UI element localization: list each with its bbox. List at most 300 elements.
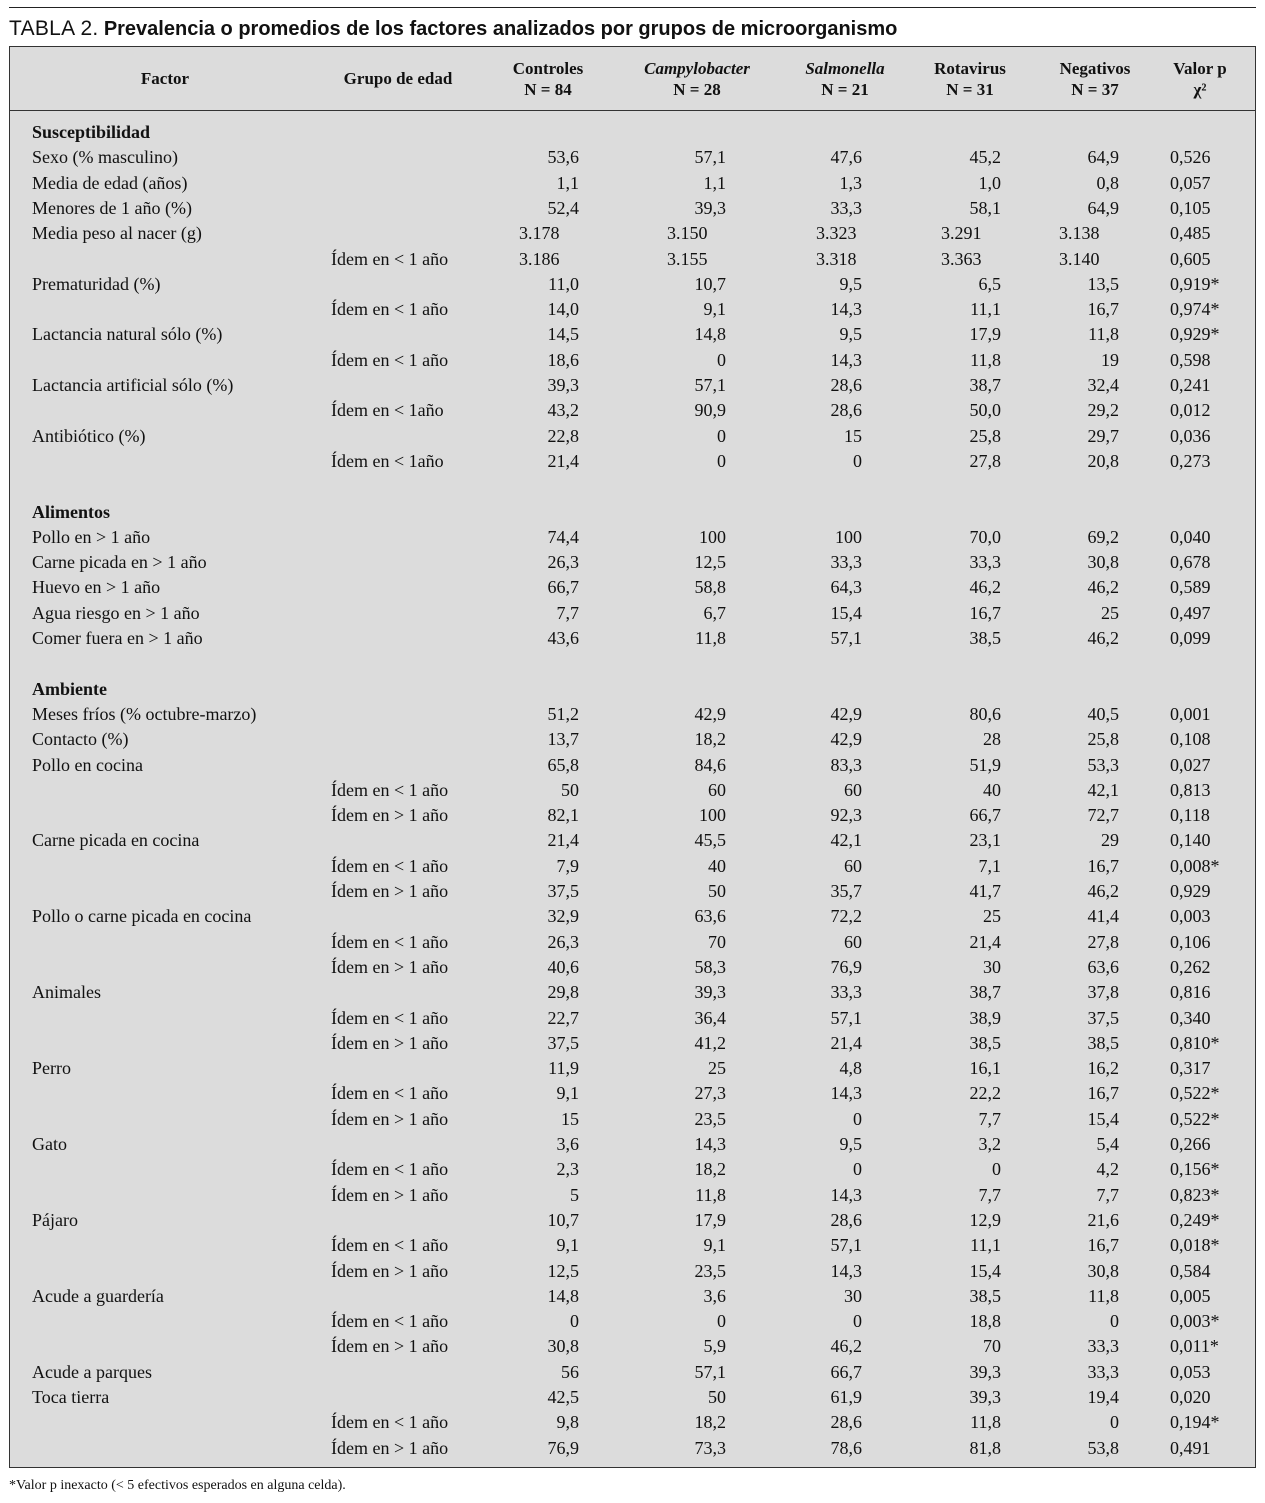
cell-rotavirus: 22,2 [969,1083,1001,1104]
cell-salmonella: 3.323 [816,223,857,244]
cell-campylobacter: 73,3 [694,1437,726,1458]
section-heading [10,500,1255,525]
table-row [10,1006,1255,1031]
cell-negativos: 64,9 [1087,147,1119,168]
cell-valor-p: 0,823* [1170,1184,1220,1205]
table-row [10,1309,1255,1334]
table-row [10,1208,1255,1233]
table-row [10,525,1255,550]
cell-rotavirus: 80,6 [969,703,1001,724]
cell-valor-p: 0,099 [1170,628,1211,648]
cell-rotavirus: 3.291 [941,223,982,244]
cell-valor-p: 0,012 [1170,400,1211,421]
cell-grupo-edad: Ídem en < 1 año [331,1311,449,1332]
cell-grupo-edad: Ídem en < 1año [331,400,444,421]
table-row [10,930,1255,955]
cell-rotavirus: 25,8 [969,425,1001,446]
cell-salmonella: 57,1 [830,1007,862,1028]
cell-controles: 43,2 [547,400,579,421]
cell-negativos: 37,8 [1087,982,1119,1003]
cell-controles: 15 [561,1108,579,1129]
cell-rotavirus: 41,7 [969,881,1001,901]
cell-grupo-edad: Ídem en > 1 año [331,805,449,826]
cell-factor: Agua riesgo en > 1 año [32,602,200,623]
cell-rotavirus: 30 [983,956,1001,977]
cell-factor: Carne picada en > 1 año [32,552,207,573]
cell-rotavirus: 12,9 [969,1209,1001,1230]
cell-salmonella: 46,2 [830,1336,862,1357]
cell-controles: 32,9 [547,906,579,927]
cell-valor-p: 0,317 [1170,1058,1211,1079]
cell-rotavirus: 45,2 [969,147,1001,168]
cell-negativos: 41,4 [1087,906,1119,927]
header-controles: Controles N = 84 [512,58,584,99]
cell-salmonella: 28,6 [830,1412,862,1433]
cell-factor: Toca tierra [32,1387,110,1407]
cell-negativos: 21,6 [1087,1209,1119,1230]
table-row [10,778,1255,803]
cell-negativos: 4,2 [1096,1159,1119,1180]
cell-negativos: 63,6 [1087,956,1119,977]
cell-grupo-edad: Ídem en > 1 año [331,956,449,977]
cell-salmonella: 28,6 [830,400,862,421]
top-rule [9,7,1256,8]
cell-valor-p: 0,011* [1170,1336,1219,1357]
cell-negativos: 11,8 [1088,1285,1119,1306]
cell-campylobacter: 100 [699,805,726,826]
cell-valor-p: 0,106 [1170,931,1211,952]
cell-valor-p: 0,340 [1170,1007,1211,1028]
cell-factor: Animales [32,982,101,1003]
cell-factor: Meses fríos (% octubre-marzo) [32,703,257,724]
cell-negativos: 42,1 [1087,779,1119,800]
cell-rotavirus: 11,1 [970,1235,1001,1256]
table-row [10,1436,1255,1461]
table-row [10,1360,1255,1385]
header-negativos: Negativos N = 37 [1059,58,1131,99]
cell-negativos: 64,9 [1087,197,1119,218]
cell-valor-p: 0,266 [1170,1134,1211,1154]
table-row [10,1233,1255,1258]
cell-grupo-edad: Ídem en > 1 año [331,1184,449,1205]
cell-valor-p: 0,810* [1170,1032,1220,1053]
header-factor: Factor [140,69,190,88]
cell-campylobacter: 11,8 [695,1184,726,1205]
cell-valor-p: 0,001 [1170,703,1211,724]
cell-campylobacter: 18,2 [694,729,726,750]
cell-campylobacter: 50 [708,1387,726,1407]
cell-controles: 9,8 [556,1412,579,1433]
header-salmonella: Salmonella N = 21 [805,58,885,99]
section-heading [10,120,1255,145]
cell-valor-p: 0,005 [1170,1285,1211,1306]
cell-grupo-edad: Ídem en > 1 año [331,1108,449,1129]
cell-grupo-edad: Ídem en < 1 año [331,299,449,320]
cell-campylobacter: 17,9 [694,1209,726,1230]
cell-rotavirus: 11,1 [970,299,1001,320]
cell-negativos: 33,3 [1087,1361,1119,1382]
cell-negativos: 40,5 [1087,703,1119,724]
cell-negativos: 69,2 [1087,526,1119,547]
cell-valor-p: 0,105 [1170,197,1211,218]
cell-grupo-edad: Ídem en < 1 año [331,855,449,876]
cell-rotavirus: 38,5 [969,1032,1001,1053]
table-row [10,626,1255,651]
cell-campylobacter: 36,4 [694,1007,726,1028]
cell-rotavirus: 46,2 [969,577,1001,598]
cell-salmonella: 57,1 [830,628,862,648]
cell-campylobacter: 57,1 [694,1361,726,1382]
cell-rotavirus: 1,0 [978,172,1001,193]
cell-factor: Gato [32,1134,67,1154]
cell-salmonella: 9,5 [839,1134,862,1154]
cell-valor-p: 0,008* [1170,855,1220,876]
header-campylobacter: Campylobacter N = 28 [644,58,750,99]
cell-campylobacter: 41,2 [694,1032,726,1053]
cell-campylobacter: 39,3 [694,197,726,218]
cell-negativos: 29,2 [1087,400,1119,421]
table-row [10,1107,1255,1132]
cell-rotavirus: 7,1 [978,855,1001,876]
cell-negativos: 0 [1110,1412,1119,1433]
cell-campylobacter: 58,8 [694,577,726,598]
cell-grupo-edad: Ídem en < 1 año [331,349,449,370]
cell-valor-p: 0,053 [1170,1361,1211,1382]
data-table [9,46,1256,1468]
cell-rotavirus: 38,9 [969,1007,1001,1028]
cell-campylobacter: 60 [708,779,726,800]
cell-controles: 37,5 [547,881,579,901]
cell-factor: Pollo o carne picada en cocina [32,906,252,927]
cell-valor-p: 0,156* [1170,1159,1220,1180]
cell-valor-p: 0,584 [1170,1260,1211,1281]
cell-negativos: 29 [1101,830,1119,851]
table-row [10,247,1255,272]
cell-controles: 42,5 [547,1387,579,1407]
header-rotavirus: Rotavirus N = 31 [934,58,1006,99]
cell-valor-p: 0,974* [1170,299,1220,320]
cell-controles: 3.186 [519,248,560,269]
cell-factor: Lactancia artificial sólo (%) [32,375,234,395]
cell-negativos: 11,8 [1088,324,1119,345]
section-heading [10,677,1255,702]
cell-valor-p: 0,589 [1170,577,1211,598]
cell-campylobacter: 39,3 [694,982,726,1003]
cell-campylobacter: 90,9 [694,400,726,421]
cell-negativos: 37,5 [1087,1007,1119,1028]
cell-controles: 0 [570,1311,579,1332]
table-row [10,1056,1255,1081]
cell-rotavirus: 18,8 [969,1311,1001,1332]
cell-negativos: 53,3 [1087,754,1119,775]
cell-rotavirus: 39,3 [969,1387,1001,1407]
cell-salmonella: 21,4 [830,1032,862,1053]
cell-negativos: 7,7 [1096,1184,1119,1205]
cell-valor-p: 0,485 [1170,223,1211,244]
cell-rotavirus: 38,7 [969,982,1001,1003]
table-row [10,1081,1255,1106]
cell-valor-p: 0,057 [1170,172,1211,193]
cell-campylobacter: 57,1 [694,375,726,395]
table-row [10,1132,1255,1157]
table-row [10,221,1255,246]
table-footnote: *Valor p inexacto (< 5 efectivos esperados en alguna celda). [9,1478,346,1493]
cell-negativos: 38,5 [1087,1032,1119,1053]
cell-valor-p: 0,003 [1170,906,1211,927]
cell-valor-p: 0,249* [1170,1209,1220,1230]
cell-negativos: 3.140 [1059,248,1100,269]
table-row [10,1284,1255,1309]
cell-rotavirus: 70,0 [969,526,1001,547]
cell-valor-p: 0,027 [1170,754,1211,775]
cell-salmonella: 0 [853,1311,862,1332]
cell-valor-p: 0,522* [1170,1108,1220,1129]
cell-controles: 37,5 [547,1032,579,1053]
cell-salmonella: 0 [853,1159,862,1180]
cell-negativos: 5,4 [1096,1134,1119,1154]
table-row [10,904,1255,929]
cell-negativos: 16,7 [1087,299,1119,320]
cell-rotavirus: 15,4 [969,1260,1001,1281]
cell-salmonella: 1,3 [839,172,862,193]
cell-controles: 51,2 [547,703,579,724]
table-row [10,879,1255,904]
cell-salmonella: 57,1 [830,1235,862,1256]
cell-rotavirus: 11,8 [970,349,1001,370]
cell-factor: Pájaro [32,1209,78,1230]
cell-rotavirus: 16,7 [969,602,1001,623]
cell-campylobacter: 25 [708,1058,726,1079]
table-row [10,398,1255,423]
cell-salmonella: 60 [844,931,862,952]
cell-rotavirus: 16,1 [969,1058,1001,1079]
cell-rotavirus: 38,5 [969,628,1001,648]
cell-factor: Sexo (% masculino) [32,147,178,168]
cell-factor: Perro [32,1058,71,1079]
table-row [10,272,1255,297]
cell-valor-p: 0,194* [1170,1412,1220,1433]
table-caption [9,13,897,43]
cell-valor-p: 0,118 [1170,805,1210,826]
table-row [10,727,1255,752]
cell-valor-p: 0,598 [1170,349,1211,370]
cell-salmonella: 76,9 [830,956,862,977]
cell-factor: Acude a guardería [32,1285,164,1306]
cell-rotavirus: 11,8 [970,1412,1001,1433]
cell-campylobacter: 45,5 [694,830,726,851]
cell-rotavirus: 7,7 [978,1184,1001,1205]
cell-campylobacter: 6,7 [703,602,726,623]
cell-negativos: 3.138 [1059,223,1100,244]
cell-grupo-edad: Ídem en < 1 año [331,931,449,952]
cell-negativos: 0 [1110,1311,1119,1332]
cell-negativos: 33,3 [1087,1336,1119,1357]
cell-rotavirus: 58,1 [969,197,1001,218]
cell-salmonella: 83,3 [830,754,862,775]
cell-grupo-edad: Ídem en < 1 año [331,1159,449,1180]
cell-controles: 22,8 [547,425,579,446]
cell-controles: 43,6 [547,628,579,648]
table-row [10,373,1255,398]
cell-rotavirus: 23,1 [969,830,1001,851]
cell-controles: 2,3 [556,1159,579,1180]
cell-controles: 22,7 [547,1007,579,1028]
cell-negativos: 0,8 [1096,172,1119,193]
cell-negativos: 19 [1101,349,1119,370]
cell-salmonella: 47,6 [830,147,862,168]
cell-salmonella: 0 [853,1108,862,1129]
cell-rotavirus: 38,7 [969,375,1001,395]
cell-controles: 11,0 [548,273,579,294]
table-title: Prevalencia o promedios de los factores analizados por grupos de microorganismo [103,18,898,40]
cell-negativos: 15,4 [1087,1108,1119,1129]
table-row [10,803,1255,828]
cell-controles: 3.178 [519,223,560,244]
cell-factor: Pollo en > 1 año [32,526,151,547]
cell-valor-p: 0,262 [1170,956,1211,977]
cell-campylobacter: 5,9 [703,1336,726,1357]
cell-salmonella: 33,3 [830,982,862,1003]
table-row [10,1385,1255,1410]
cell-negativos: 30,8 [1087,552,1119,573]
cell-rotavirus: 3,2 [978,1134,1001,1154]
cell-campylobacter: 18,2 [694,1159,726,1180]
cell-rotavirus: 7,7 [978,1108,1001,1129]
cell-grupo-edad: Ídem en < 1 año [331,1083,449,1104]
cell-grupo-edad: Ídem en > 1 año [331,1032,449,1053]
cell-controles: 76,9 [547,1437,579,1458]
cell-controles: 21,4 [547,450,579,471]
cell-salmonella: 64,3 [830,577,862,598]
cell-campylobacter: 57,1 [694,147,726,168]
spacer-row [10,651,1255,676]
cell-factor: Lactancia natural sólo (%) [32,324,223,345]
cell-campylobacter: 42,9 [694,703,726,724]
table-header [10,47,1255,111]
cell-controles: 56 [561,1361,579,1382]
cell-negativos: 16,2 [1087,1058,1119,1079]
cell-negativos: 13,5 [1087,273,1119,294]
table-row [10,1183,1255,1208]
cell-valor-p: 0,929* [1170,324,1220,345]
cell-rotavirus: 39,3 [969,1361,1001,1382]
spacer-row [10,474,1255,499]
cell-salmonella: 28,6 [830,375,862,395]
cell-rotavirus: 81,8 [969,1437,1001,1458]
cell-controles: 14,5 [547,324,579,345]
cell-valor-p: 0,491 [1170,1437,1211,1458]
cell-factor: Media peso al nacer (g) [32,223,202,244]
cell-rotavirus: 70 [983,1336,1001,1357]
cell-salmonella: 15 [844,425,862,446]
cell-negativos: 30,8 [1087,1260,1119,1281]
cell-controles: 74,4 [547,526,579,547]
cell-negativos: 29,7 [1087,425,1119,446]
cell-controles: 14,8 [547,1285,579,1306]
cell-campylobacter: 27,3 [694,1083,726,1104]
cell-campylobacter: 3,6 [703,1285,726,1306]
cell-rotavirus: 6,5 [978,273,1001,294]
table-row [10,424,1255,449]
cell-factor: Pollo en cocina [32,754,143,775]
cell-negativos: 25 [1101,602,1119,623]
cell-salmonella: 60 [844,779,862,800]
cell-campylobacter: 84,6 [694,754,726,775]
cell-controles: 82,1 [547,805,579,826]
cell-campylobacter: 40 [708,855,726,876]
cell-rotavirus: 0 [992,1159,1001,1180]
cell-grupo-edad: Ídem en < 1 año [331,1412,449,1433]
cell-salmonella: 72,2 [830,906,862,927]
table-row [10,955,1255,980]
table-row [10,1259,1255,1284]
cell-factor: Comer fuera en > 1 año [32,628,203,648]
cell-salmonella: 14,3 [830,349,862,370]
cell-factor: Acude a parques [32,1361,152,1382]
table-row [10,449,1255,474]
cell-negativos: 53,8 [1087,1437,1119,1458]
cell-valor-p: 0,497 [1170,602,1211,623]
table-row [10,1157,1255,1182]
cell-grupo-edad: Ídem en < 1 año [331,248,449,269]
cell-campylobacter: 1,1 [703,172,726,193]
cell-salmonella: 9,5 [839,324,862,345]
cell-campylobacter: 14,3 [694,1134,726,1154]
cell-campylobacter: 9,1 [703,299,726,320]
cell-campylobacter: 14,8 [694,324,726,345]
header-grupo-edad: Grupo de edad [343,69,453,88]
cell-salmonella: 3.318 [816,248,857,269]
cell-negativos: 27,8 [1087,931,1119,952]
cell-salmonella: 78,6 [830,1437,862,1458]
cell-campylobacter: 0 [717,1311,726,1332]
cell-valor-p: 0,522* [1170,1083,1220,1104]
cell-controles: 13,7 [547,729,579,750]
table-row [10,171,1255,196]
cell-negativos: 19,4 [1087,1387,1119,1407]
cell-negativos: 32,4 [1087,375,1119,395]
cell-campylobacter: 0 [717,450,726,471]
cell-salmonella: 33,3 [830,552,862,573]
cell-grupo-edad: Ídem en < 1año [331,450,444,471]
cell-negativos: 46,2 [1087,628,1119,648]
cell-negativos: 20,8 [1087,450,1119,471]
cell-salmonella: 66,7 [830,1361,862,1382]
cell-controles: 26,3 [547,552,579,573]
cell-valor-p: 0,036 [1170,425,1211,446]
cell-controles: 18,6 [547,349,579,370]
cell-controles: 40,6 [547,956,579,977]
table-row [10,297,1255,322]
cell-negativos: 16,7 [1087,1235,1119,1256]
cell-factor: Carne picada en cocina [32,830,200,851]
cell-grupo-edad: Ídem en > 1 año [331,881,449,901]
cell-salmonella: 61,9 [830,1387,862,1407]
cell-salmonella: 42,9 [830,729,862,750]
cell-campylobacter: 58,3 [694,956,726,977]
cell-valor-p: 0,040 [1170,526,1211,547]
cell-rotavirus: 50,0 [969,400,1001,421]
cell-valor-p: 0,813 [1170,779,1211,800]
cell-salmonella: 60 [844,855,862,876]
cell-rotavirus: 3.363 [941,248,982,269]
cell-rotavirus: 21,4 [969,931,1001,952]
table-row [10,854,1255,879]
cell-campylobacter: 18,2 [694,1412,726,1433]
cell-grupo-edad: Ídem en > 1 año [331,1336,449,1357]
cell-controles: 9,1 [556,1083,579,1104]
cell-controles: 3,6 [556,1134,579,1154]
